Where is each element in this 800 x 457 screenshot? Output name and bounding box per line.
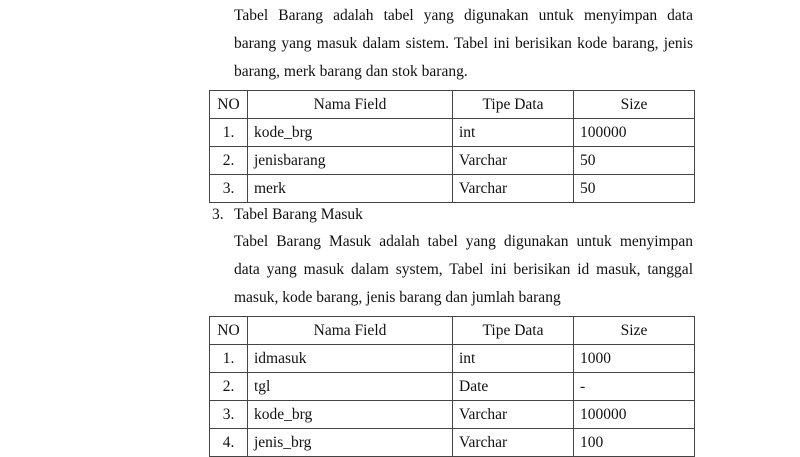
paragraph-line: data yang masuk dalam system, Tabel ini berisikan id masuk, tanggal bbox=[234, 261, 693, 278]
cell-field: jenis_brg bbox=[248, 429, 453, 457]
paragraph-line: Tabel Barang adalah tabel yang digunakan untuk menyimpan data bbox=[234, 7, 693, 24]
table-row bbox=[210, 429, 695, 457]
cell-no: 1. bbox=[210, 119, 248, 147]
paragraph-line: masuk, kode barang, jenis barang dan jumlah barang bbox=[234, 289, 561, 306]
cell-no: 2. bbox=[210, 373, 248, 401]
cell-size: 100 bbox=[574, 429, 695, 457]
cell-type: Varchar bbox=[453, 147, 574, 175]
cell-field: idmasuk bbox=[248, 345, 453, 373]
cell-type: Date bbox=[453, 373, 574, 401]
cell-field: kode_brg bbox=[248, 119, 453, 147]
table-row bbox=[210, 147, 695, 175]
table-barang bbox=[209, 90, 695, 203]
cell-field: tgl bbox=[248, 373, 453, 401]
cell-no: 4. bbox=[210, 429, 248, 457]
table-row bbox=[210, 175, 695, 203]
cell-type: Varchar bbox=[453, 175, 574, 203]
cell-size: - bbox=[574, 373, 695, 401]
paragraph-line: Tabel Barang Masuk adalah tabel yang digunakan untuk menyimpan bbox=[234, 233, 693, 250]
cell-no: 1. bbox=[210, 345, 248, 373]
section-heading bbox=[212, 205, 363, 225]
table-header-row bbox=[210, 317, 695, 345]
cell-no: 2. bbox=[210, 147, 248, 175]
cell-field: kode_brg bbox=[248, 401, 453, 429]
cell-no: 3. bbox=[210, 401, 248, 429]
cell-type: Varchar bbox=[453, 401, 574, 429]
section-number: 3. bbox=[212, 206, 224, 223]
header-cell: NO bbox=[210, 317, 248, 345]
table-row bbox=[210, 119, 695, 147]
cell-size: 1000 bbox=[574, 345, 695, 373]
table-row bbox=[210, 373, 695, 401]
cell-type: int bbox=[453, 119, 574, 147]
table-header-row bbox=[210, 91, 695, 119]
header-cell: Size bbox=[574, 317, 695, 345]
cell-size: 50 bbox=[574, 175, 695, 203]
paragraph-line: barang, merk barang dan stok barang. bbox=[234, 63, 468, 80]
table-row bbox=[210, 345, 695, 373]
header-cell: Tipe Data bbox=[453, 317, 574, 345]
cell-size: 100000 bbox=[574, 401, 695, 429]
paragraph-line: barang yang masuk dalam sistem. Tabel ini berisikan kode barang, jenis bbox=[234, 35, 693, 52]
cell-size: 100000 bbox=[574, 119, 695, 147]
cell-type: Varchar bbox=[453, 429, 574, 457]
table-row bbox=[210, 401, 695, 429]
cell-no: 3. bbox=[210, 175, 248, 203]
cell-field: jenisbarang bbox=[248, 147, 453, 175]
cell-size: 50 bbox=[574, 147, 695, 175]
header-cell: Nama Field bbox=[248, 91, 453, 119]
header-cell: Nama Field bbox=[248, 317, 453, 345]
header-cell: Tipe Data bbox=[453, 91, 574, 119]
cell-field: merk bbox=[248, 175, 453, 203]
header-cell: Size bbox=[574, 91, 695, 119]
table-barang-masuk bbox=[209, 316, 695, 457]
section-title: Tabel Barang Masuk bbox=[234, 206, 363, 223]
header-cell: NO bbox=[210, 91, 248, 119]
cell-type: int bbox=[453, 345, 574, 373]
